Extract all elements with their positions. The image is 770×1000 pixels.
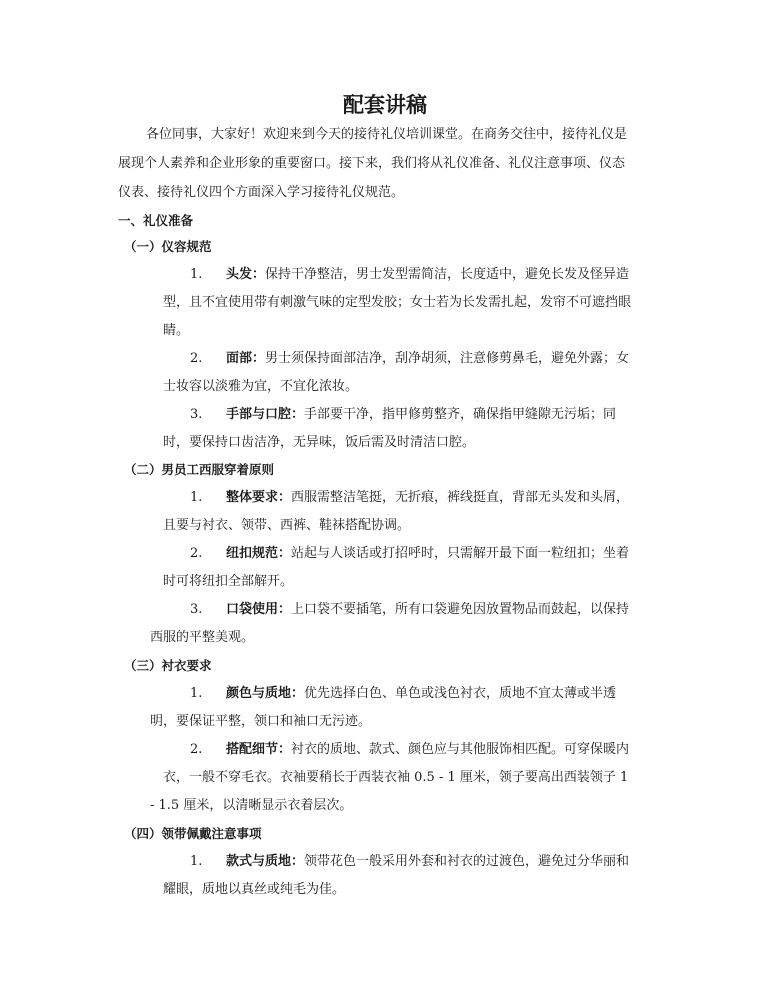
list-item-first-line <box>226 545 629 563</box>
item-label: 搭配细节： <box>226 742 292 757</box>
list-item-line: - 1.5 厘米，以清晰显示衣着层次。 <box>150 798 353 813</box>
item-label: 面部： <box>226 351 266 366</box>
subsection-heading-4: （四）领带佩戴注意事项 <box>124 826 262 841</box>
item-text: 保持干净整洁，男士发型需简洁，长度适中，避免长发及怪异造 <box>265 267 630 282</box>
intro-line-2: 展现个人素养和企业形象的重要窗口。接下来，我们将从礼仪准备、礼仪注意事项、仪态 <box>118 156 626 171</box>
list-item-first-line <box>226 741 629 759</box>
list-number: 1. <box>190 854 203 869</box>
list-item-line: 时可将纽扣全部解开。 <box>163 574 294 589</box>
item-label: 颜色与质地： <box>226 686 305 701</box>
item-text: 西服需整洁笔挺，无折痕，裤线挺直，背部无头发和头屑， <box>291 490 630 505</box>
list-item-line: 耀眼，质地以真丝或纯毛为佳。 <box>163 882 346 897</box>
item-label: 手部与口腔： <box>226 407 305 422</box>
list-item-line: 型，且不宜使用带有刺激气味的定型发胶；女士若为长发需扎起，发帘不可遮挡眼 <box>163 295 632 310</box>
list-number: 1. <box>190 490 203 505</box>
list-item-first-line <box>226 266 629 284</box>
item-label: 纽扣规范： <box>226 546 292 561</box>
list-number: 3. <box>190 602 203 617</box>
subsection-heading-3: （三）衬衣要求 <box>124 658 212 673</box>
list-item-line: 时，要保持口齿洁净，无异味，饭后需及时清洁口腔。 <box>163 435 476 450</box>
item-text: 男士须保持面部洁净，刮净胡须，注意修剪鼻毛，避免外露；女 <box>265 351 630 366</box>
item-label: 款式与质地： <box>226 854 305 869</box>
item-text: 领带花色一般采用外套和衬衣的过渡色，避免过分华丽和 <box>304 854 630 869</box>
list-item-first-line <box>226 685 616 703</box>
list-item-first-line <box>226 489 629 507</box>
item-label: 头发： <box>226 267 266 282</box>
list-item-line: 睛。 <box>163 323 190 338</box>
item-text: 上口袋不要插笔，所有口袋避免因放置物品而鼓起，以保持 <box>291 602 630 617</box>
item-text: 衬衣的质地、款式、颜色应与其他服饰相匹配。可穿保暖内 <box>291 742 630 757</box>
item-label: 口袋使用： <box>226 602 292 617</box>
list-number: 3. <box>190 407 203 422</box>
list-item-line: 衣，一般不穿毛衣。衣袖要稍长于西装衣袖 0.5 - 1 厘米，领子要高出西装领子 1 <box>163 770 629 785</box>
subsection-heading-1: （一）仪容规范 <box>124 239 212 254</box>
list-number: 1. <box>190 686 203 701</box>
list-number: 1. <box>190 267 203 282</box>
list-item-first-line <box>226 350 629 368</box>
list-item-first-line <box>226 406 616 424</box>
list-item-first-line <box>226 853 629 871</box>
item-label: 整体要求： <box>226 490 292 505</box>
page-title: 配套讲稿 <box>343 93 427 117</box>
item-text: 手部要干净，指甲修剪整齐，确保指甲缝隙无污垢；同 <box>304 407 617 422</box>
list-number: 2. <box>190 546 203 561</box>
intro-line-3: 仪表、接待礼仪四个方面深入学习接待礼仪规范。 <box>118 185 405 200</box>
list-item-first-line <box>226 601 629 619</box>
list-item-line: 士妆容以淡雅为宜，不宜化浓妆。 <box>163 379 359 394</box>
item-text: 优先选择白色、单色或浅色衬衣，质地不宜太薄或半透 <box>304 686 617 701</box>
list-number: 2. <box>190 742 203 757</box>
subsection-heading-2: （二）男员工西服穿着原则 <box>124 462 275 477</box>
item-text: 站起与人谈话或打招呼时，只需解开最下面一粒纽扣；坐着 <box>291 546 630 561</box>
list-item-line: 明，要保证平整，领口和袖口无污迹。 <box>150 714 372 729</box>
intro-line-1: 各位同事，大家好！欢迎来到今天的接待礼仪培训课堂。在商务交往中，接待礼仪是 <box>146 127 628 142</box>
section-heading-1: 一、礼仪准备 <box>118 213 194 228</box>
list-item-line: 西服的平整美观。 <box>150 630 255 645</box>
list-number: 2. <box>190 351 203 366</box>
list-item-line: 且要与衬衣、领带、西裤、鞋袜搭配协调。 <box>163 518 411 533</box>
